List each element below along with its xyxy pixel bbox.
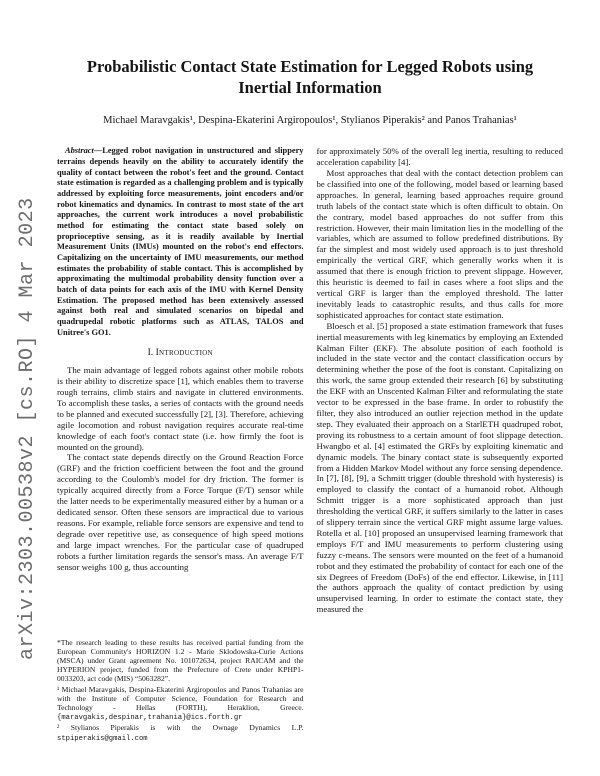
footnote-affiliation-2 <box>57 723 304 743</box>
paragraph: Most approaches that deal with the contact detection problem can be classified into one of the following, model based or learning based approaches. In general, learning based approaches require ground truth labels of the contact state which is often difficult to obtain. On the contrary, model based approaches do not suffer from this restriction. However, their main limitation lies in the modelling of the variables, which are assumed to follow predefined distributions. By far the simplest and most widely used approach is to just threshold empirically the vertical GRF, which generally works when it is assumed that there is enough friction to prevent slippage. However, this heuristic is deemed to fail in cases where a foot slips and the vertical GRF is larger than the employed threshold. The latter inevitably leads to catastrophic results, and thus calls for more sophisticated approaches for contact state estimation. <box>316 168 563 320</box>
section-title: Introduction <box>155 347 213 359</box>
arxiv-watermark: arXiv:2303.00538v2 [cs.RO] 4 Mar 2023 <box>16 197 39 660</box>
abstract-text: Legged robot navigation in unstructured and slippery terrains depends heavily on the ability to accurately identify the quality of contact between the robot's feet and the ground. Contact state estimation is regarded as a challenging problem and is typically addressed by exploiting force measurements, joint encoders and/or robot kinematics and dynamics. In contrast to most state of the art approaches, the current work introduces a novel probabilistic method for estimating the contact state based solely on proprioceptive sensing, as it is readily available by Inertial Measurement Units (IMUs) mounted on the robot's end effectors. Capitalizing on the uncertainty of IMU measurements, our method estimates the probability of stable contact. This is accomplished by approximating the multimodal probability density function over a batch of data points for each axis of the IMU with Kernel Density Estimation. The proposed method has been extensively assessed against both real and simulated scenarios on bipedal and quadrupedal robotic platforms such as ATLAS, TALOS and Unitree's GO1. <box>57 146 304 337</box>
abstract <box>57 146 304 338</box>
affiliation-2-text: ² Stylianos Piperakis is with the Ownage Dynamics L.P. <box>57 723 304 733</box>
footnotes <box>57 632 304 744</box>
section-number: I. <box>147 347 154 359</box>
affiliation-1-email: {maravgakis,despinar,trahania}@ics.forth.gr <box>57 713 243 722</box>
right-column <box>317 146 564 744</box>
two-column-body <box>57 146 563 744</box>
paragraph: for approximately 50% of the overall leg inertia, resulting to reduced acceleration capability [4]. <box>316 146 563 168</box>
abstract-label: Abstract— <box>65 146 103 156</box>
paragraph: The main advantage of legged robots against other mobile robots is their ability to discretize space [1], which enables them to traverse rough terrains, climb stairs and navigate in cluttered environments. To accomplish these tasks, a series of contacts with the ground needs to be planned and executed successfully [2], [3]. Therefore, achieving agile locomotion and robust navigation requires accurate real-time knowledge of each foot's contact state (i.e. how firmly the foot is mounted on the ground). <box>57 365 304 452</box>
paper-title: Probabilistic Contact State Estimation for Legged Robots using Inertial Information <box>86 57 534 98</box>
author-line: Michael Maravgakis¹, Despina-Ekaterini Argiropoulos¹, Stylianos Piperakis² and Panos Trahanias¹ <box>103 115 517 127</box>
footnote-funding: *The research leading to these results has received partial funding from the European Community's HORIZON 1.2 - Marie Sklodowska-Curie Actions (MSCA) under Grant agreement No. 101072634, project RAICAM and the HYPERION project, funded from the Prefecture of Crete under KPHP1-0033203, act code (MIS) “5063282”. <box>57 637 304 684</box>
paragraph: Bloesch et al. [5] proposed a state estimation framework that fuses inertial measurements with leg kinematics by employing an Extended Kalman Filter (EKF). The absolute position of each foothold is included in the state vector and the contact classification occurs by determining whether the pose of the foot is constant. Capitalizing on this work, the same group extended their research [6] by substituting the EKF with an Unscented Kalman Filter and reformulating the state vector to be expressed in the base frame. In order to robustify the filter, they also introduced an outlier rejection method in the update step. They evaluated their approach on a StarlETH quadruped robot, proving its robustness to a certain amount of foot slippage detection. Hwangbo et al. [4] estimated the GRFs by exploiting kinematic and dynamic models. The binary contact state is subsequently exported from a Hidden Markov Model without any force sensing dependence. In [7], [8], [9], a Schmitt trigger (double threshold with hysteresis) is employed to classify the contact of a humanoid robot. Although Schmitt trigger is a more sophisticated approach than just thresholding the vertical GRF, it suffers similarly to the latter in cases of slippery terrain since the vertical GRF might assume large values. Rotella et al. [10] proposed an unsupervised learning framework that employs F/T and IMU measurements to perform clustering using fuzzy c-means. The sensors were mounted on the feet of a humanoid robot and they estimated the probability of contact for each one of the six Degrees of Freedom (DoFs) of the end effector. Likewise, in [11] the authors approach the quality of contact prediction by using unsupervised learning. In order to estimate the contact state, they measured the <box>316 320 563 615</box>
left-column <box>57 146 304 744</box>
paragraph: The contact state depends directly on the Ground Reaction Force (GRF) and the friction coefficient between the foot and the ground according to the Coulomb's model for dry friction. The former is typically acquired directly from a Force Torque (F/T) sensor while the latter needs to be experimentally measured either by a human or a dedicated sensor. Often these sensors are impractical due to various reasons. For example, reliable force sensors are expensive and tend to degrade over repetitive use, as consequence of high speed motions and large impact wrenches. For the particular case of quadruped robots a further limitation regards the sensor's mass. An average F/T sensor weighs 100 g, thus accounting <box>57 452 304 572</box>
affiliation-2-email: stpiperakis@gmail.com <box>57 734 148 743</box>
section-heading-introduction <box>57 347 304 359</box>
footnote-affiliation-1 <box>57 685 304 723</box>
affiliation-1-text: ¹ Michael Maravgakis, Despina-Ekaterini Argiropoulos and Panos Trahanias are with the Institute of Computer Science, Foundation for Research and Technology - Hellas (FORTH), Heraklion, Greece. <box>57 684 304 712</box>
